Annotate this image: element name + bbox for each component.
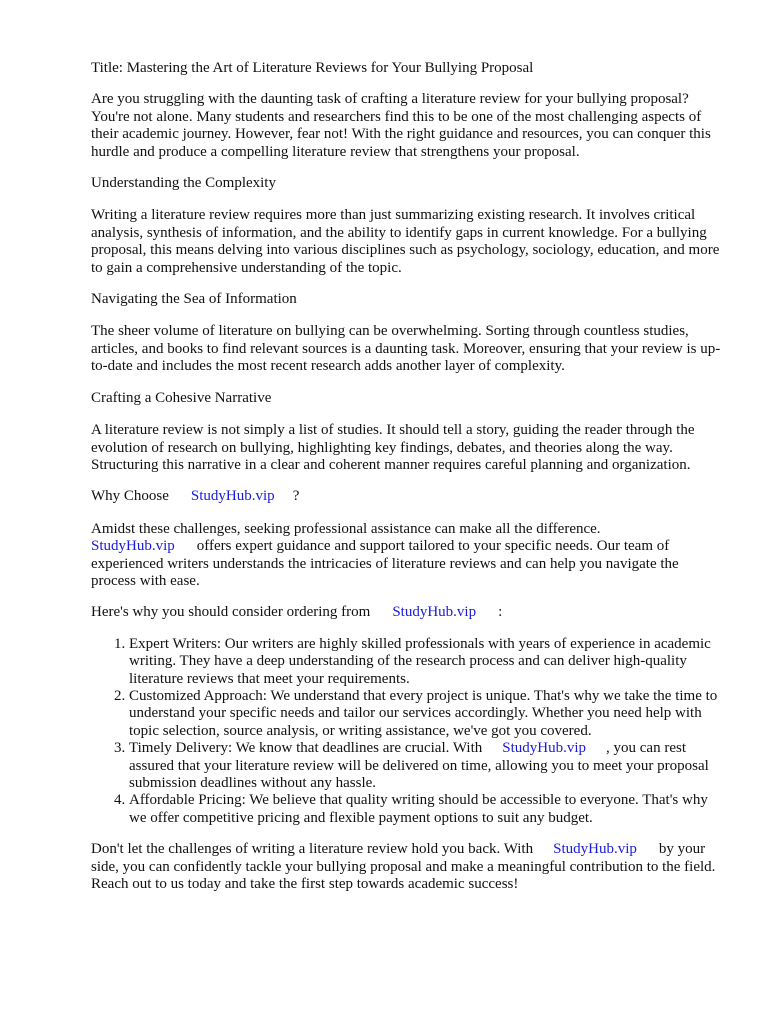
closing-paragraph: [91, 841, 727, 893]
ordering-intro: [91, 604, 727, 621]
list-item-text: Customized Approach: We understand that every project is unique. That's why we take the time to understand your specific needs and tailor our services accordingly. Whether you need help with topic selection, source analysis, or writing assistance, we've got you covered.: [129, 687, 718, 739]
closing-text-after: by your side, you can confidently tackle your bullying proposal and make a meaningful contribution to the field. Reach out to us today and take the first step towards academic success!: [91, 841, 716, 893]
list-item: [129, 636, 727, 688]
why-choose-prefix: Why Choose: [91, 488, 169, 505]
section-body-information: The sheer volume of literature on bullying can be overwhelming. Sorting through countless studies, articles, and books to find relevant sources is a daunting task. Moreover, ensuring that your review is up-to-date and includes the most recent research adds another layer of complexity.: [91, 323, 721, 375]
ordering-intro-suffix: :: [498, 604, 503, 621]
document-title: Title: Mastering the Art of Literature Reviews for Your Bullying Proposal: [91, 60, 534, 76]
section-heading-information: Navigating the Sea of Information: [91, 291, 297, 308]
list-item-text: Affordable Pricing: We believe that quality writing should be accessible to everyone. That's why we offer competitive pricing and flexible payment options to suit any budget.: [129, 792, 708, 826]
ordering-intro-text: Here's why you should consider ordering from: [91, 604, 371, 621]
amidst-text-before: Amidst these challenges, seeking professional assistance can make all the difference.: [91, 520, 601, 537]
studyhub-link[interactable]: StudyHub.vip: [502, 740, 587, 757]
section-heading-complexity: Understanding the Complexity: [91, 175, 276, 192]
list-item-text: Expert Writers: Our writers are highly skilled professionals with years of experience in academic writing. They have a deep understanding of the research process and can deliver high-quality literature reviews that meet your requirements.: [129, 635, 711, 687]
closing-text-before: Don't let the challenges of writing a literature review hold you back. With: [91, 841, 534, 858]
intro-paragraph: Are you struggling with the daunting task of crafting a literature review for your bullying proposal? You're not alone. Many students and researchers find this to be one of the most challenging aspects of their academic journey. However, fear not! With the right guidance and resources, you can conquer this hurdle and produce a compelling literature review that strengthens your proposal.: [91, 91, 711, 160]
list-item: [129, 740, 727, 792]
section-body-complexity: Writing a literature review requires more than just summarizing existing research. It involves critical analysis, synthesis of information, and the ability to identify gaps in current knowledge. For a bullying proposal, this means delving into various disciplines such as psychology, sociology, education, and more to gain a comprehensive understanding of the topic.: [91, 207, 720, 276]
benefits-list: [91, 636, 727, 827]
why-choose-heading: [91, 488, 727, 505]
section-body-narrative: A literature review is not simply a list of studies. It should tell a story, guiding the reader through the evolution of research on bullying, highlighting key findings, debates, and theories along the way. Structuring this narrative in a clear and coherent manner requires careful planning and organization.: [91, 422, 695, 473]
studyhub-link[interactable]: StudyHub.vip: [553, 841, 637, 858]
why-choose-suffix: ?: [292, 488, 300, 505]
studyhub-link[interactable]: StudyHub.vip: [392, 604, 477, 621]
section-heading-narrative: Crafting a Cohesive Narrative: [91, 389, 272, 406]
list-item: [129, 792, 727, 827]
list-item: [129, 688, 727, 740]
studyhub-link[interactable]: StudyHub.vip: [91, 538, 175, 555]
amidst-paragraph: [91, 521, 727, 591]
list-item-text-after: , you can rest assured that your literature review will be delivered on time, allowing you to meet your proposal submission deadlines without any hassle.: [129, 740, 709, 791]
studyhub-link[interactable]: StudyHub.vip: [190, 488, 275, 505]
list-item-text-before: Timely Delivery: We know that deadlines are crucial. With: [129, 740, 483, 757]
amidst-text-after: offers expert guidance and support tailored to your specific needs. Our team of experienced writers understands the intricacies of literature reviews and can help you navigate the process with ease.: [91, 538, 679, 589]
document-page: [91, 60, 727, 907]
